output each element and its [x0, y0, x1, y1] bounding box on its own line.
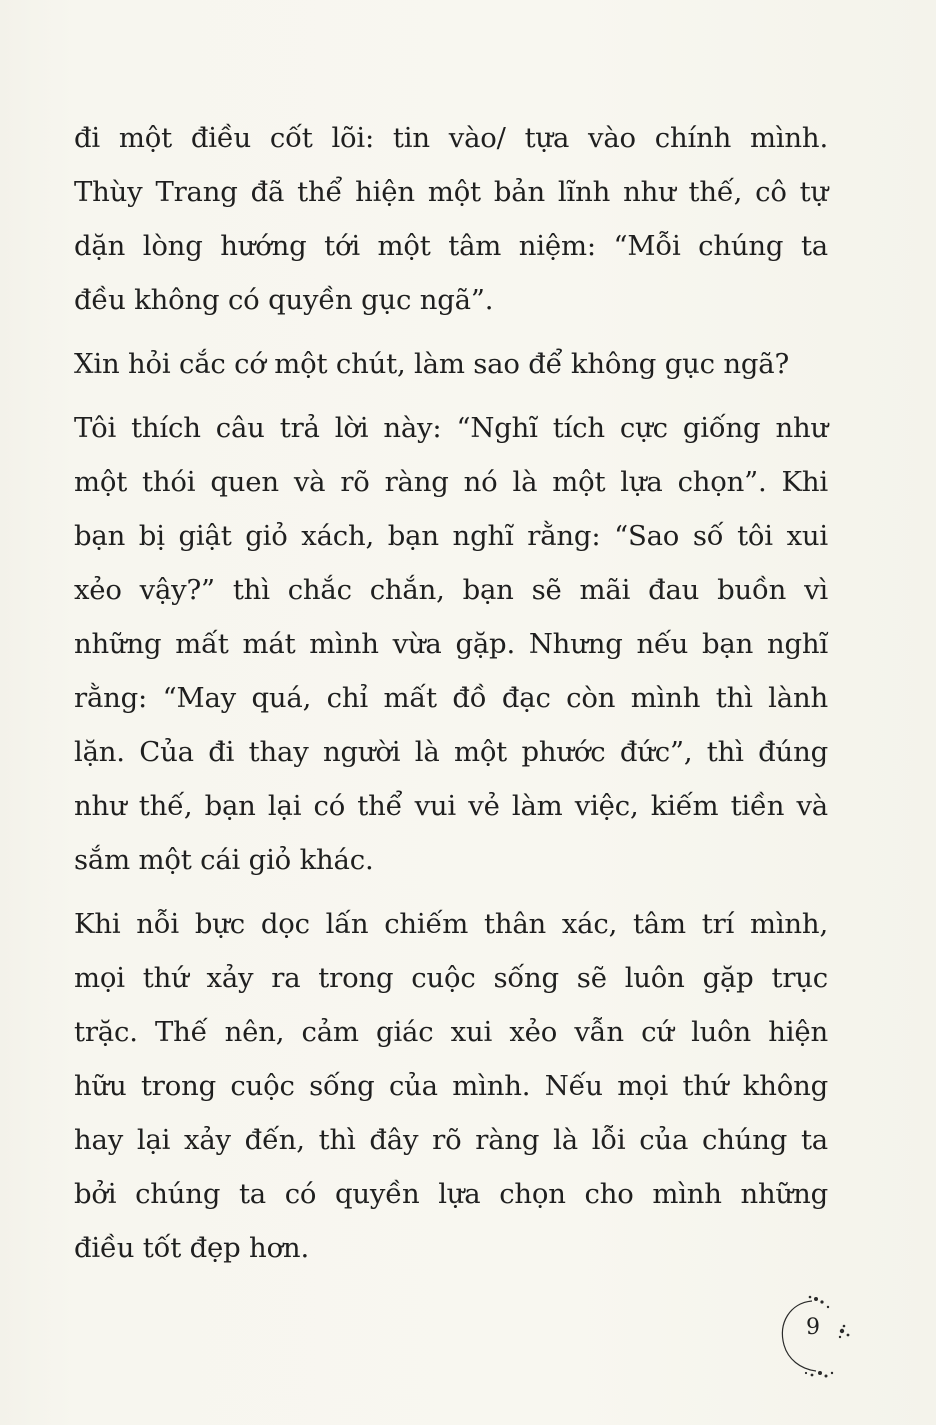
- paragraph: [74, 401, 828, 887]
- page-number: 9: [806, 1315, 820, 1340]
- text-line: Thùy Trang đã thể hiện một bản lĩnh như thế, cô tự: [74, 176, 828, 208]
- text-line: rằng: “May quá, chỉ mất đồ đạc còn mình thì lành: [74, 682, 828, 714]
- text-line: trặc. Thế nên, cảm giác xui xẻo vẫn cứ luôn hiện: [74, 1016, 828, 1048]
- text-line: hay lại xảy đến, thì đây rõ ràng là lỗi của chúng ta: [74, 1124, 828, 1156]
- text-line: bạn bị giật giỏ xách, bạn nghĩ rằng: “Sao số tôi xui: [74, 520, 828, 552]
- text-line: đi một điều cốt lõi: tin vào/ tựa vào chính mình.: [74, 122, 828, 154]
- paragraph: [74, 111, 828, 327]
- text-line: sắm một cái giỏ khác.: [74, 844, 374, 876]
- page-number-ornament: [772, 1293, 854, 1379]
- text-line: một thói quen và rõ ràng nó là một lựa chọn”. Khi: [74, 466, 828, 498]
- text-line: Tôi thích câu trả lời này: “Nghĩ tích cực giống như: [74, 412, 828, 444]
- text-line: như thế, bạn lại có thể vui vẻ làm việc, kiếm tiền và: [74, 790, 828, 822]
- text-line: bởi chúng ta có quyền lựa chọn cho mình những: [74, 1178, 828, 1210]
- text-line: đều không có quyền gục ngã”.: [74, 284, 494, 316]
- text-line: xẻo vậy?” thì chắc chắn, bạn sẽ mãi đau buồn vì: [74, 574, 828, 606]
- text-line: lặn. Của đi thay người là một phước đức”, thì đúng: [74, 736, 828, 768]
- paragraph: [74, 897, 828, 1275]
- text-line: Khi nỗi bực dọc lấn chiếm thân xác, tâm trí mình,: [74, 908, 828, 940]
- body-text: [74, 111, 828, 1285]
- text-line: điều tốt đẹp hơn.: [74, 1232, 309, 1264]
- text-line: Xin hỏi cắc cớ một chút, làm sao để không gục ngã?: [74, 348, 790, 380]
- text-line: hữu trong cuộc sống của mình. Nếu mọi thứ không: [74, 1070, 828, 1102]
- text-line: mọi thứ xảy ra trong cuộc sống sẽ luôn gặp trục: [74, 962, 828, 994]
- paragraph: [74, 337, 828, 391]
- text-line: những mất mát mình vừa gặp. Nhưng nếu bạn nghĩ: [74, 628, 828, 660]
- text-line: dặn lòng hướng tới một tâm niệm: “Mỗi chúng ta: [74, 230, 828, 262]
